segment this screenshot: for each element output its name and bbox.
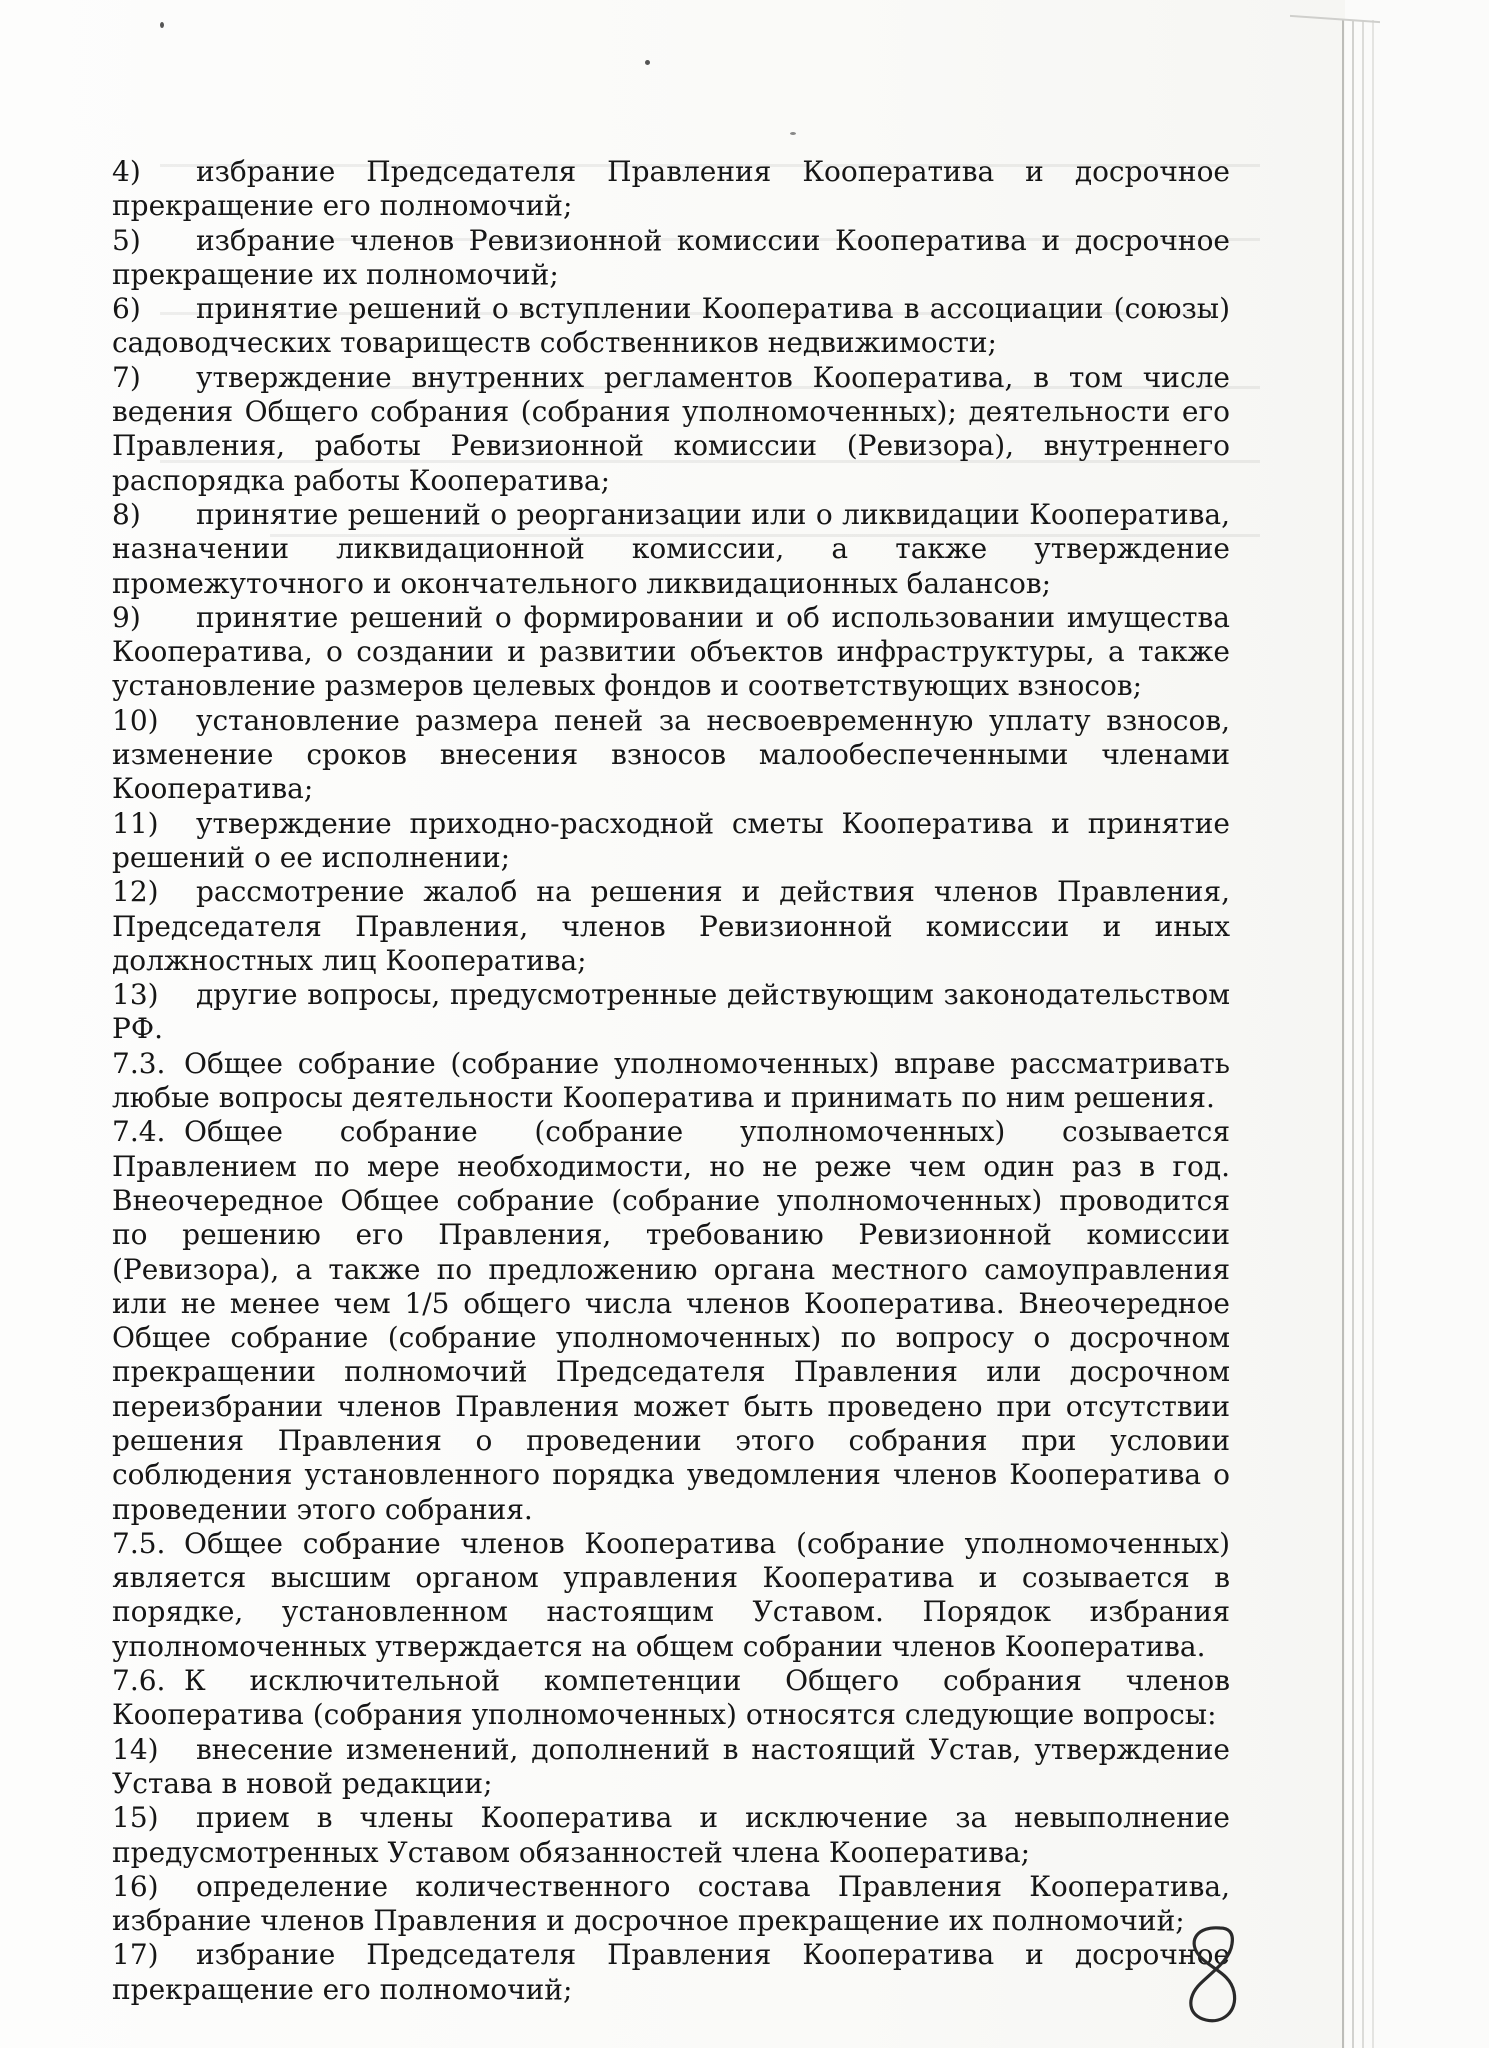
list-item (112, 1801, 1230, 1870)
item-number: 11) (112, 806, 159, 840)
list-item (112, 292, 1230, 361)
item-text: другие вопросы, предусмотренные действующим законодательством РФ. (112, 978, 1230, 1046)
item-number: 8) (112, 497, 141, 531)
list-item (112, 704, 1230, 807)
list-item (112, 224, 1230, 293)
item-number: 6) (112, 292, 141, 326)
list-item (112, 1870, 1230, 1939)
list-item (112, 1938, 1230, 2007)
item-number: 13) (112, 978, 159, 1012)
page-edge (1362, 20, 1364, 2048)
scan-speck (790, 132, 796, 135)
item-number: 16) (112, 1869, 159, 1903)
item-text: утверждение внутренних регламентов Кооператива, в том числе ведения Общего собрания (собрания уполномоченных); деятельности его Правления, работы Ревизионной комиссии (Ревизора), внутреннего распорядка работы Кооператива; (112, 360, 1230, 497)
page-edge (1352, 20, 1354, 2048)
section-clause (112, 1115, 1230, 1527)
list-item (112, 978, 1230, 1047)
item-number: 7) (112, 360, 141, 394)
list-item (112, 875, 1230, 978)
item-number: 15) (112, 1801, 159, 1835)
item-text: избрание Председателя Правления Кооператива и досрочное прекращение его полномочий; (112, 1938, 1230, 2006)
item-text: внесение изменений, дополнений в настоящий Устав, утверждение Устава в новой редакции; (112, 1732, 1230, 1800)
clause-number: 7.4. (112, 1115, 166, 1149)
item-text: установление размера пеней за несвоевременную уплату взносов, изменение сроков внесения взносов малообеспеченными членами Кооператива; (112, 703, 1230, 806)
clause-text: Общее собрание членов Кооператива (собрание уполномоченных) является высшим органом управления Кооператива и созывается в порядке, установленном настоящим Уставом. Порядок избрания уполномоченных утверждается на общем собрании членов Кооператива. (112, 1526, 1230, 1663)
list-item (112, 498, 1230, 601)
section-clause (112, 1664, 1230, 1733)
item-number: 17) (112, 1938, 159, 1972)
item-text: принятие решений о вступлении Кооператива в ассоциации (союзы) садоводческих товариществ собственников недвижимости; (112, 292, 1230, 360)
clause-number: 7.6. (112, 1664, 166, 1698)
scan-speck (160, 22, 164, 28)
item-text: избрание членов Ревизионной комиссии Кооператива и досрочное прекращение их полномочий; (112, 223, 1230, 291)
clause-number: 7.3. (112, 1046, 166, 1080)
page-edge (1342, 20, 1344, 2048)
handwritten-page-number (1168, 1920, 1258, 2030)
list-item (112, 601, 1230, 704)
list-item (112, 155, 1230, 224)
list-item (112, 1733, 1230, 1802)
page-edge (1372, 20, 1374, 2048)
item-number: 12) (112, 875, 159, 909)
scan-speck (645, 60, 650, 65)
item-text: принятие решений о формировании и об использовании имущества Кооператива, о создании и развитии объектов инфраструктуры, а также установление размеров целевых фондов и соответствующих взносов; (112, 600, 1230, 703)
clause-text: Общее собрание (собрание уполномоченных) созывается Правлением по мере необходимости, но не реже чем один раз в год. Внеочередное Общее собрание (собрание уполномоченных) проводится по решению его Правления, требованию Ревизионной комиссии (Ревизора), а также по предложению органа местного самоуправления или не менее чем 1/5 общего числа членов Кооператива. Внеочередное Общее собрание (собрание уполномоченных) по вопросу о досрочном прекращении полномочий Председателя Правления или досрочном переизбрании членов Правления может быть проведено при отсутствии решения Правления о проведении этого собрания при условии соблюдения установленного порядка уведомления членов Кооператива о проведении этого собрания. (112, 1115, 1230, 1526)
clause-text: К исключительной компетенции Общего собрания членов Кооператива (собрания уполномоченных) относятся следующие вопросы: (112, 1664, 1230, 1732)
clause-text: Общее собрание (собрание уполномоченных) вправе рассматривать любые вопросы деятельности Кооператива и принимать по ним решения. (112, 1046, 1230, 1115)
list-item (112, 361, 1230, 498)
item-number: 9) (112, 600, 141, 634)
section-clause (112, 1527, 1230, 1664)
item-text: принятие решений о реорганизации или о ликвидации Кооператива, назначении ликвидационной комиссии, а также утверждение промежуточного и окончательного ликвидационных балансов; (112, 497, 1230, 600)
item-text: рассмотрение жалоб на решения и действия членов Правления, Председателя Правления, членов Ревизионной комиссии и иных должностных лиц Кооператива; (112, 875, 1230, 977)
item-number: 10) (112, 703, 159, 737)
list-item (112, 807, 1230, 876)
item-number: 5) (112, 223, 141, 257)
item-number: 4) (112, 155, 141, 188)
section-clause (112, 1047, 1230, 1116)
document-body (112, 155, 1230, 2007)
item-number: 14) (112, 1732, 159, 1766)
item-text: определение количественного состава Правления Кооператива, избрание членов Правления и досрочное прекращение их полномочий; (112, 1869, 1230, 1938)
item-text: утверждение приходно-расходной сметы Кооператива и принятие решений о ее исполнении; (112, 806, 1230, 874)
clause-number: 7.5. (112, 1526, 166, 1560)
item-text: избрание Председателя Правления Кооператива и досрочное прекращение его полномочий; (112, 155, 1230, 223)
item-text: прием в члены Кооператива и исключение за невыполнение предусмотренных Уставом обязанностей члена Кооператива; (112, 1801, 1230, 1869)
